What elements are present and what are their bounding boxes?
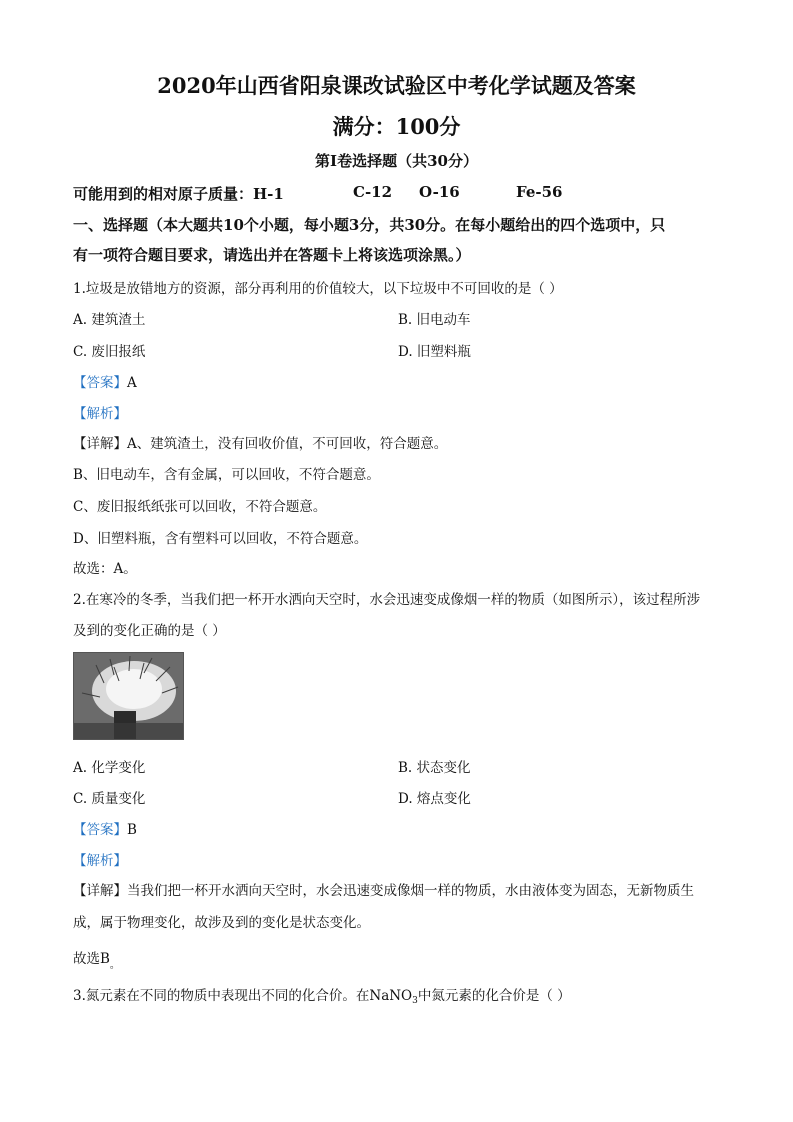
q1-analysis — [73, 402, 127, 422]
q2-option-d: D. 熔点变化 — [398, 791, 471, 807]
q2-option-c: C. 质量变化 — [73, 791, 146, 807]
atomic-mass-c: C-12 — [353, 183, 393, 201]
atomic-mass-label: 可能用到的相对原子质量：H-1 — [73, 185, 284, 203]
q1-detail-line-2: B、旧电动车，含有金属，可以回收，不符合题意。 — [73, 467, 380, 483]
q2-conclusion: 故选$B_。$ — [73, 951, 120, 971]
detail-label: 【详解】 — [73, 436, 127, 452]
q1-answer-value: A — [127, 375, 137, 391]
q1-detail-line-1: 【详解】A、建筑渣土，没有回收价值，不可回收，符合题意。 — [73, 436, 448, 452]
analysis-label: 【解析】 — [73, 406, 127, 422]
q2-answer — [73, 818, 137, 838]
q2-detail-line-2: 成，属于物理变化，故涉及到的变化是状态变化。 — [73, 915, 370, 931]
q1-answer — [73, 371, 137, 391]
q2-option-a: A. 化学变化 — [73, 760, 146, 776]
answer-label: 【答案】 — [73, 375, 127, 391]
subscript-3: 3 — [412, 996, 418, 1006]
q2-detail-line-1: 【详解】当我们把一杯开水洒向天空时，水会迅速变成像烟一样的物质，水由液体变为固态，无新物质生 — [73, 883, 694, 899]
q2-option-b: B. 状态变化 — [398, 760, 471, 776]
answer-label: 【答案】 — [73, 822, 127, 838]
section-title: 第Ⅰ卷选择题（共30分） — [315, 152, 478, 170]
page-title: 2020年山西省阳泉课改试验区中考化学试题及答案 — [157, 73, 636, 98]
atomic-mass-fe: Fe-56 — [516, 183, 563, 201]
q2-stem-line-2: 及到的变化正确的是（ ） — [73, 623, 226, 639]
full-score: 满分：100分 — [332, 114, 461, 139]
q1-option-a: A. 建筑渣土 — [73, 312, 146, 328]
q1-conclusion: 故选：A。 — [73, 561, 137, 577]
boiling-water-photo — [73, 652, 184, 740]
detail-label: 【详解】 — [73, 883, 127, 899]
q3-stem: 3.氮元素在不同的物质中表现出不同的化合价。在NaNO$_3$中氮元素的化合价是（ ） — [73, 988, 571, 1006]
q2-analysis — [73, 849, 127, 869]
q1-option-d: D. 旧塑料瓶 — [398, 344, 471, 360]
analysis-label: 【解析】 — [73, 853, 127, 869]
atomic-mass-o: O-16 — [419, 183, 460, 201]
instructions-line-1: 一、选择题（本大题共10个小题，每小题3分，共30分。在每小题给出的四个选项中，只 — [73, 216, 666, 234]
q1-option-c: C. 废旧报纸 — [73, 344, 146, 360]
q1-option-b: B. 旧电动车 — [398, 312, 471, 328]
q1-detail-line-3: C、废旧报纸纸张可以回收，不符合题意。 — [73, 499, 327, 515]
q2-stem-line-1: 2.在寒冷的冬季，当我们把一杯开水洒向天空时，水会迅速变成像烟一样的物质（如图所示），该过程所涉 — [73, 592, 701, 608]
q2-answer-value: B — [127, 822, 137, 838]
instructions-line-2: 有一项符合题目要求，请选出并在答题卡上将该选项涂黑。） — [73, 246, 471, 264]
q1-detail-line-4: D、旧塑料瓶，含有塑料可以回收，不符合题意。 — [73, 531, 368, 547]
q1-stem: 1.垃圾是放错地方的资源，部分再利用的价值较大，以下垃圾中不可回收的是（ ） — [73, 281, 563, 297]
